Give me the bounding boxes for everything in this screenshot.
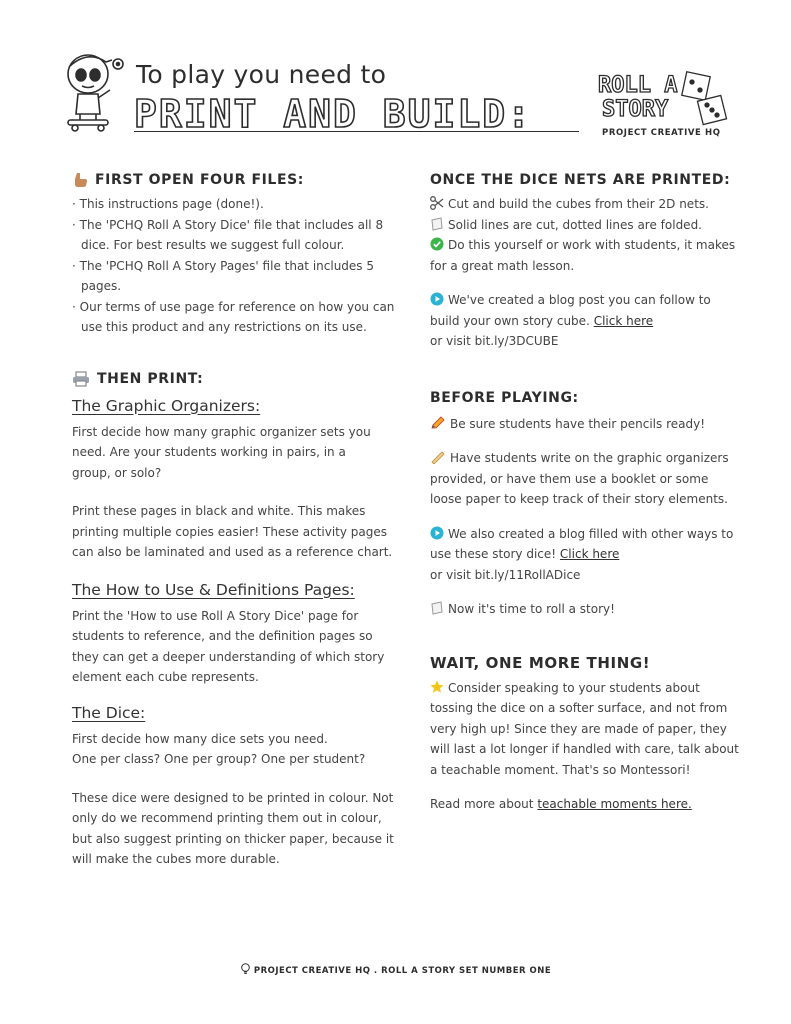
open-files-heading-text: FIRST OPEN FOUR FILES: [95,172,305,188]
before-line-4 [430,599,740,620]
before-line-4-text: Now it's time to roll a story! [448,602,615,616]
dice-text-1b: One per class? One per group? One per student? [72,752,366,766]
before-click-here-link[interactable]: Click here [559,547,620,561]
one-more-thing-heading: WAIT, ONE MORE THING! [430,653,651,672]
nets-visit-text: or visit bit.ly/3DCUBE [430,334,559,348]
how-to-use-text: Print the 'How to use Roll A Story Dice' page for students to reference, and the definition pages so they can get a deeper understanding of which story element each cube represents. [72,608,385,684]
nets-click-here-link[interactable]: Click here [593,313,654,328]
list-item: · The 'PCHQ Roll A Story Pages' file that includes 5 pages. [72,256,402,297]
wait-text [430,678,740,781]
nets-line-1 [430,194,740,215]
wait-read-more [430,794,740,815]
then-print-heading-text: THEN PRINT: [97,370,204,387]
before-blog [430,524,740,565]
nets-line-3-text: Do this yourself or work with students, it makes for a great math lesson. [430,238,736,273]
list-item: · The 'PCHQ Roll A Story Dice' file that includes all 8 dice. For best results we suggest full colour. [72,215,402,256]
list-item: · This instructions page (done!). [72,194,402,215]
right-column [430,172,740,815]
paper-icon [430,217,444,231]
then-print-heading [72,371,402,387]
wait-text-body: Consider speaking to your students about tossing the dice on a softer surface, and not from very high up! Since they are made of paper, they will last a lot longer if handled with care, talk about a teachable moment. That's so Montessori! [430,680,739,777]
graphic-organizers-text-2: Print these pages in black and white. This makes printing multiple copies easier! These activity pages can also be laminated and used as a reference chart. [72,504,393,559]
nets-blog [430,290,740,331]
logo-subtitle: PROJECT CREATIVE HQ [602,128,721,138]
nets-blog-text: We've created a blog post you can follow to build your own story cube. [430,293,711,328]
open-files-heading [72,172,402,188]
nets-line-2 [430,215,740,236]
before-playing-heading: BEFORE PLAYING: [430,389,579,406]
dice-text-1a: First decide how many dice sets you need. [72,731,328,746]
paper-icon [430,601,444,615]
title-line-2: PRINT AND BUILD: [134,92,533,136]
before-visit-text: or visit bit.ly/11RollADice [430,567,581,582]
nets-line-1-text: Cut and build the cubes from their 2D nets. [448,197,709,211]
nets-line-2-text: Solid lines are cut, dotted lines are folded. [448,217,702,232]
pencil-icon [430,416,446,430]
footer [0,963,791,976]
dice-title: The Dice: [72,703,146,722]
dice-nets-heading: ONCE THE DICE NETS ARE PRINTED: [430,172,731,188]
star-icon [430,680,444,694]
pointing-hand-icon [72,172,88,188]
play-icon [430,526,444,540]
before-blog-text: We also created a blog filled with other ways to use these story dice! [430,526,734,561]
dice-text-2: These dice were designed to be printed in colour. Not only do we recommend printing them out in colour, but also suggest printing on thicker paper, because it will make the cubes more durable. [72,790,394,866]
alien-mascot-icon [62,48,132,134]
graphic-organizers-title: The Graphic Organizers: [72,396,261,415]
lightbulb-icon [240,963,251,974]
title-underline [134,131,579,132]
graphic-organizers-text-1: First decide how many graphic organizer sets you need. Are your students working in pairs, in a group, or solo? [72,424,371,480]
printer-icon [72,371,90,387]
list-item: · Our terms of use page for reference on how you can use this product and any restrictions on its use. [72,297,402,338]
wait-read-more-text: Read more about [430,797,534,811]
play-icon [430,292,444,306]
teachable-moments-link[interactable]: teachable moments here. [537,797,692,811]
scissors-icon [430,196,444,210]
title-line-1: To play you need to [136,60,387,89]
open-files-list [72,194,402,338]
before-line-1 [430,414,740,435]
before-line-2-text: Have students write on the graphic organizers provided, or have them use a booklet or some loose paper to keep track of their story elements. [430,451,729,506]
how-to-use-title: The How to Use & Definitions Pages: [72,580,355,599]
logo-line-1: ROLL A [598,73,678,98]
writing-hand-icon [430,450,446,464]
logo-line-2: STORY [602,97,669,122]
check-icon [430,237,444,251]
before-line-2 [430,448,740,510]
left-column [72,172,402,870]
before-line-1-text: Be sure students have their pencils ready! [450,416,705,431]
footer-text: PROJECT CREATIVE HQ . ROLL A STORY SET NUMBER ONE [253,966,552,976]
nets-line-3 [430,235,740,276]
